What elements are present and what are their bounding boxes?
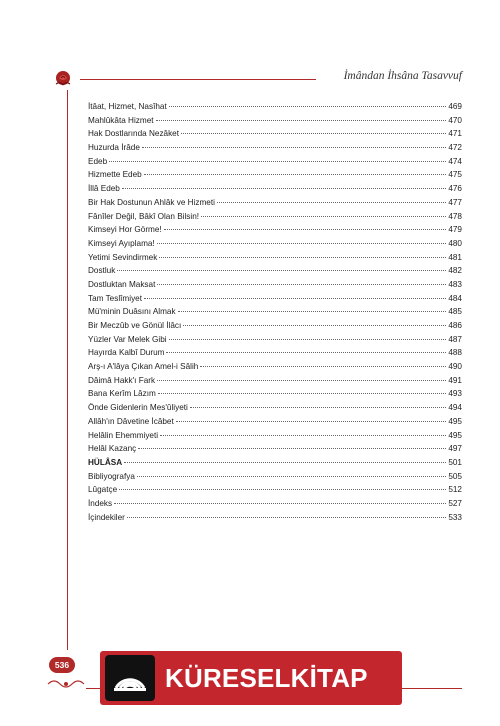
- toc-entry: [88, 389, 462, 403]
- toc-entry-title: Fânîler Değil, Bâkî Olan Bilsin!: [88, 211, 200, 221]
- toc-entry-title: Hizmette Edeb: [88, 170, 142, 180]
- toc-entry-page: 497: [448, 444, 462, 454]
- toc-entry: [88, 212, 462, 226]
- toc-leader: [164, 229, 447, 230]
- toc-entry-title: Dâimâ Hakk'ı Fark: [88, 375, 156, 385]
- toc-entry-title: Dostluk: [88, 266, 116, 276]
- toc-entry: [88, 225, 462, 239]
- header-title: İmândan İhsâna Tasavvuf: [343, 70, 462, 82]
- toc-entry-page: 484: [448, 293, 462, 303]
- toc-entry: [88, 170, 462, 184]
- brand-banner: [100, 651, 402, 705]
- toc-entry-title: Önde Gidenlerin Mes'ûliyeti: [88, 403, 188, 413]
- toc-leader: [190, 407, 446, 408]
- toc-entry-title: Hayırda Kalbî Durum: [88, 348, 165, 358]
- toc-entry: [88, 376, 462, 390]
- toc-entry-title: Dostluktan Maksat: [88, 279, 156, 289]
- rose-icon: [52, 69, 74, 89]
- toc-entry: [88, 403, 462, 417]
- toc-leader: [169, 106, 447, 107]
- toc-entry-title: Edeb: [88, 156, 108, 166]
- toc-leader: [159, 257, 446, 258]
- toc-leader: [200, 366, 446, 367]
- toc-entry: [88, 266, 462, 280]
- toc-leader: [178, 311, 447, 312]
- toc-leader: [144, 174, 447, 175]
- toc-entry-page: 490: [448, 362, 462, 372]
- toc-entry: [88, 198, 462, 212]
- brand-logo-icon: [105, 655, 155, 701]
- toc-entry: [88, 362, 462, 376]
- toc-entry-page: 482: [448, 266, 462, 276]
- margin-rule: [67, 90, 68, 650]
- toc-entry-title: Kimseyi Hor Görme!: [88, 225, 162, 235]
- toc-entry-title: HÜLÂSA: [88, 457, 123, 467]
- toc-leader: [144, 298, 446, 299]
- toc-leader: [114, 503, 446, 504]
- toc-entry: [88, 280, 462, 294]
- toc-entry: [88, 294, 462, 308]
- toc-entry: [88, 513, 462, 527]
- toc-entry: [88, 116, 462, 130]
- toc-leader: [217, 202, 446, 203]
- toc-entry: [88, 444, 462, 458]
- toc-entry-title: Bir Meczûb ve Gönül İlâcı: [88, 321, 182, 330]
- toc-entry-title: Helâlin Ehemmiyeti: [88, 430, 159, 440]
- toc-leader: [122, 188, 446, 189]
- toc-entry-page: 488: [448, 348, 462, 358]
- toc-leader: [181, 133, 446, 134]
- toc-leader: [124, 462, 446, 463]
- toc-entry-page: 493: [448, 389, 462, 399]
- toc-entry-page: 477: [448, 197, 462, 207]
- toc-entry-title: Huzurda İrâde: [88, 143, 140, 153]
- toc-leader: [157, 284, 446, 285]
- toc-entry-title: İllâ Edeb: [88, 184, 120, 194]
- page-number-badge: 536: [49, 657, 75, 673]
- toc-entry: [88, 307, 462, 321]
- toc-entry-page: 512: [448, 485, 462, 495]
- toc-leader: [201, 216, 446, 217]
- toc-leader: [157, 380, 446, 381]
- toc-entry-title: Mahlûkâta Hizmet: [88, 115, 154, 125]
- toc-leader: [176, 421, 447, 422]
- header-rule: [80, 79, 316, 80]
- toc-leader: [169, 339, 447, 340]
- toc-entry-page: 476: [448, 184, 462, 194]
- toc-entry: [88, 321, 462, 335]
- toc-entry-page: 487: [448, 334, 462, 344]
- toc-entry-page: 483: [448, 279, 462, 289]
- ornament-icon: [46, 677, 86, 691]
- toc-entry-title: İçindekiler: [88, 512, 125, 522]
- toc-entry-page: 501: [448, 457, 462, 467]
- toc-entry: [88, 417, 462, 431]
- toc-entry-title: Tam Teslîmiyet: [88, 293, 142, 303]
- toc-leader: [158, 393, 447, 394]
- toc-entry-page: 491: [448, 375, 462, 385]
- toc-entry-page: 478: [448, 211, 462, 221]
- toc-entry: [88, 485, 462, 499]
- toc-entry-title: İndeks: [88, 498, 113, 508]
- toc-entry: [88, 102, 462, 116]
- toc-leader: [183, 325, 446, 326]
- toc-entry: [88, 239, 462, 253]
- toc-entry: [88, 335, 462, 349]
- toc-entry-title: Bana Kerîm Lâzım: [88, 389, 156, 399]
- toc-entry-title: Mü'minin Duâsını Almak: [88, 307, 176, 317]
- toc-entry-page: 533: [448, 512, 462, 522]
- toc-leader: [119, 489, 446, 490]
- toc-entry: [88, 431, 462, 445]
- toc-leader: [137, 476, 446, 477]
- toc-entry-page: 471: [448, 129, 462, 139]
- toc-entry-title: Lûgatçe: [88, 485, 118, 495]
- toc-entry-page: 486: [448, 321, 462, 330]
- toc-leader: [127, 517, 446, 518]
- toc-entry-page: 495: [448, 416, 462, 426]
- toc-entry-title: Yüzler Var Melek Gibi: [88, 334, 167, 344]
- toc-leader: [138, 448, 446, 449]
- toc-entry-title: Bibliyografya: [88, 471, 135, 481]
- toc-entry-page: 494: [448, 403, 462, 413]
- toc-leader: [109, 161, 446, 162]
- toc-entry: [88, 458, 462, 472]
- toc-entry-page: 472: [448, 143, 462, 153]
- toc-entry-page: 474: [448, 156, 462, 166]
- toc-entry-title: Kimseyi Ayıplama!: [88, 238, 155, 248]
- toc-leader: [157, 243, 447, 244]
- toc-entry: [88, 184, 462, 198]
- toc-entry-title: Hak Dostlarında Nezâket: [88, 129, 180, 139]
- toc-entry-title: Helâl Kazanç: [88, 444, 137, 454]
- toc-entry-page: 480: [448, 238, 462, 248]
- toc-leader: [142, 147, 446, 148]
- toc-entry-page: 485: [448, 307, 462, 317]
- toc-leader: [160, 435, 446, 436]
- toc-entry-page: 495: [448, 430, 462, 440]
- toc-entry: [88, 472, 462, 486]
- toc-entry-page: 475: [448, 170, 462, 180]
- toc-entry-page: 527: [448, 498, 462, 508]
- brand-name: KÜRESELKİTAP: [165, 662, 368, 693]
- toc-entry-page: 481: [448, 252, 462, 262]
- toc-entry-page: 505: [448, 471, 462, 481]
- toc-entry: [88, 143, 462, 157]
- toc-entry-page: 470: [448, 115, 462, 125]
- toc-entry-title: İtâat, Hizmet, Nasîhat: [88, 102, 167, 111]
- toc-entry-title: Yetimi Sevindirmek: [88, 252, 158, 262]
- toc-entry-title: Arş-ı A'lâya Çıkan Amel-i Sâlih: [88, 362, 199, 372]
- toc-entry: [88, 348, 462, 362]
- toc-leader: [117, 270, 446, 271]
- toc-entry-page: 479: [448, 225, 462, 235]
- toc-entry: [88, 129, 462, 143]
- table-of-contents: [88, 102, 462, 526]
- toc-entry: [88, 157, 462, 171]
- toc-entry-page: 469: [448, 102, 462, 111]
- toc-entry: [88, 499, 462, 513]
- toc-entry-title: Bir Hak Dostunun Ahlâk ve Hizmeti: [88, 197, 215, 207]
- toc-entry-title: Allâh'ın Dâvetine İcâbet: [88, 416, 174, 426]
- toc-leader: [166, 352, 446, 353]
- toc-entry: [88, 253, 462, 267]
- toc-leader: [156, 120, 447, 121]
